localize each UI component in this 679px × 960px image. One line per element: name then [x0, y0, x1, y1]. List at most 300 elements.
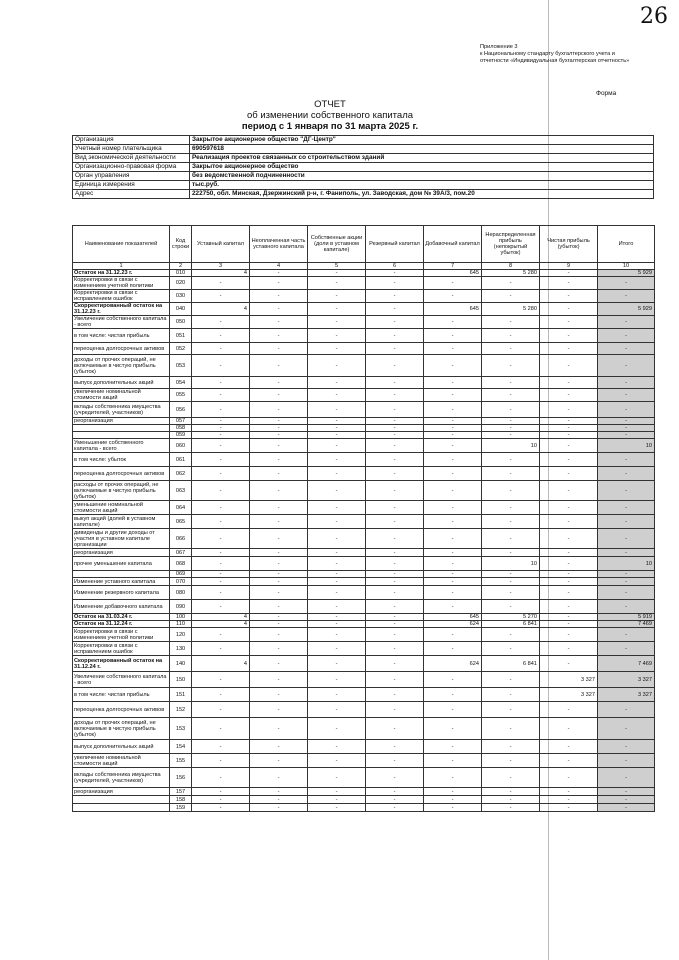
- table-row: [73, 600, 655, 614]
- row-value: -: [192, 642, 250, 656]
- row-value: -: [482, 329, 540, 343]
- row-code: 157: [170, 788, 192, 796]
- row-value: -: [598, 418, 655, 425]
- row-name: переоценка долгосрочных активов: [73, 467, 170, 481]
- row-value: -: [192, 402, 250, 418]
- row-value: -: [250, 439, 308, 453]
- column-header: Код строки: [170, 226, 192, 263]
- row-value: -: [540, 549, 598, 557]
- row-code: 058: [170, 425, 192, 432]
- column-header: Резервный капитал: [366, 226, 424, 263]
- row-value: -: [424, 549, 482, 557]
- info-row: [73, 181, 654, 190]
- row-value: -: [250, 355, 308, 377]
- row-name: переоценка долгосрочных активов: [73, 343, 170, 355]
- row-code: 064: [170, 501, 192, 515]
- row-name: увеличение номинальной стоимости акций: [73, 389, 170, 402]
- column-index: 5: [308, 263, 366, 270]
- row-value: -: [598, 501, 655, 515]
- table-row: [73, 290, 655, 303]
- column-index: 9: [540, 263, 598, 270]
- title-line-2: об изменении собственного капитала: [246, 110, 414, 121]
- row-value: -: [250, 614, 308, 621]
- row-value: -: [366, 316, 424, 329]
- row-value: -: [482, 277, 540, 290]
- row-value: -: [308, 439, 366, 453]
- row-value: 624: [424, 621, 482, 628]
- row-value: -: [308, 432, 366, 439]
- row-value: -: [366, 656, 424, 672]
- info-row: [73, 154, 654, 163]
- row-value: -: [540, 702, 598, 718]
- row-value: -: [540, 642, 598, 656]
- row-value: -: [482, 418, 540, 425]
- row-value: 7 469: [598, 656, 655, 672]
- row-value: -: [482, 377, 540, 389]
- row-value: -: [192, 628, 250, 642]
- table-row: [73, 549, 655, 557]
- row-code: 068: [170, 557, 192, 571]
- row-value: -: [598, 549, 655, 557]
- row-value: -: [482, 316, 540, 329]
- row-value: -: [424, 804, 482, 812]
- row-value: -: [598, 586, 655, 600]
- row-value: -: [482, 740, 540, 754]
- row-value: -: [366, 621, 424, 628]
- row-value: -: [482, 481, 540, 501]
- table-row: [73, 768, 655, 788]
- row-value: 3 327: [598, 688, 655, 702]
- row-value: -: [250, 425, 308, 432]
- info-label: Вид экономической деятельности: [73, 154, 190, 163]
- column-index: 2: [170, 263, 192, 270]
- row-value: -: [366, 402, 424, 418]
- row-value: -: [598, 432, 655, 439]
- table-row: [73, 702, 655, 718]
- row-value: -: [482, 586, 540, 600]
- row-value: -: [540, 316, 598, 329]
- row-value: -: [482, 788, 540, 796]
- row-value: -: [308, 277, 366, 290]
- column-header: Неоплаченная часть уставного капитала: [250, 226, 308, 263]
- row-value: 3 327: [540, 688, 598, 702]
- info-row: [73, 172, 654, 181]
- row-value: -: [424, 740, 482, 754]
- row-value: -: [598, 529, 655, 549]
- table-row: [73, 788, 655, 796]
- table-row: [73, 425, 655, 432]
- row-value: -: [482, 467, 540, 481]
- row-value: -: [482, 515, 540, 529]
- row-value: -: [250, 515, 308, 529]
- row-value: -: [308, 804, 366, 812]
- row-value: -: [250, 656, 308, 672]
- row-value: -: [540, 355, 598, 377]
- column-header: Добавочный капитал: [424, 226, 482, 263]
- row-value: -: [424, 439, 482, 453]
- row-value: -: [366, 377, 424, 389]
- row-value: -: [308, 768, 366, 788]
- row-value: -: [192, 688, 250, 702]
- appendix-line: к Национальному стандарту бухгалтерского учета и: [480, 51, 615, 57]
- info-label: Орган управления: [73, 172, 190, 181]
- appendix-note: [480, 44, 629, 65]
- row-value: -: [540, 303, 598, 316]
- row-value: -: [424, 453, 482, 467]
- row-value: -: [540, 377, 598, 389]
- row-code: 057: [170, 418, 192, 425]
- row-value: -: [308, 702, 366, 718]
- row-value: -: [250, 571, 308, 578]
- table-row: [73, 481, 655, 501]
- table-row: [73, 672, 655, 688]
- row-value: -: [308, 501, 366, 515]
- row-value: -: [308, 549, 366, 557]
- info-value: 690597618: [190, 145, 654, 154]
- row-value: -: [424, 529, 482, 549]
- row-value: -: [192, 439, 250, 453]
- row-value: -: [540, 586, 598, 600]
- row-code: 063: [170, 481, 192, 501]
- row-value: -: [250, 529, 308, 549]
- row-value: -: [366, 453, 424, 467]
- row-value: -: [424, 329, 482, 343]
- row-name: вклады собственника имущества (учредителей, участников): [73, 768, 170, 788]
- row-value: 4: [192, 270, 250, 277]
- table-row: [73, 439, 655, 453]
- row-value: -: [598, 453, 655, 467]
- row-value: -: [366, 515, 424, 529]
- row-value: -: [366, 549, 424, 557]
- row-value: -: [424, 768, 482, 788]
- row-value: 10: [482, 557, 540, 571]
- row-value: -: [366, 355, 424, 377]
- row-value: -: [540, 329, 598, 343]
- row-value: 645: [424, 270, 482, 277]
- row-value: -: [540, 439, 598, 453]
- row-value: -: [308, 557, 366, 571]
- row-value: -: [192, 515, 250, 529]
- row-value: -: [250, 290, 308, 303]
- row-value: -: [540, 290, 598, 303]
- row-value: -: [250, 796, 308, 804]
- table-row: [73, 467, 655, 481]
- info-label: Адрес: [73, 190, 190, 199]
- row-code: 054: [170, 377, 192, 389]
- column-header: Нераспределенная прибыль (непокрытый убыток): [482, 226, 540, 263]
- row-value: -: [424, 481, 482, 501]
- row-value: -: [366, 481, 424, 501]
- row-value: -: [598, 425, 655, 432]
- row-code: 120: [170, 628, 192, 642]
- row-name: Скорректированный остаток на 31.12.23 г.: [73, 303, 170, 316]
- row-value: -: [192, 316, 250, 329]
- row-code: 020: [170, 277, 192, 290]
- row-value: -: [308, 389, 366, 402]
- row-value: -: [308, 600, 366, 614]
- row-value: 6 841: [482, 656, 540, 672]
- row-value: -: [250, 402, 308, 418]
- info-label: Организационно-правовая форма: [73, 163, 190, 172]
- row-value: -: [192, 578, 250, 586]
- row-value: -: [192, 290, 250, 303]
- row-value: -: [192, 557, 250, 571]
- row-value: -: [192, 768, 250, 788]
- row-value: -: [598, 754, 655, 768]
- row-value: -: [424, 515, 482, 529]
- row-name: доходы от прочих операций, не включаемые в чистую прибыль (убыток): [73, 718, 170, 740]
- row-code: 155: [170, 754, 192, 768]
- row-value: -: [366, 571, 424, 578]
- row-value: -: [250, 754, 308, 768]
- row-value: -: [192, 529, 250, 549]
- row-name: дивиденды и другие доходы от участия в уставном капитале организации: [73, 529, 170, 549]
- row-name: увеличение номинальной стоимости акций: [73, 754, 170, 768]
- row-value: -: [598, 467, 655, 481]
- title-line-1: ОТЧЕТ: [314, 99, 346, 110]
- row-code: 062: [170, 467, 192, 481]
- row-value: -: [250, 702, 308, 718]
- row-name: Изменение добавочного капитала: [73, 600, 170, 614]
- row-value: -: [424, 688, 482, 702]
- row-value: -: [192, 672, 250, 688]
- table-row: [73, 432, 655, 439]
- row-value: -: [192, 329, 250, 343]
- row-code: 069: [170, 571, 192, 578]
- info-label: Организация: [73, 136, 190, 145]
- row-value: -: [308, 453, 366, 467]
- table-row: [73, 740, 655, 754]
- table-row: [73, 804, 655, 812]
- row-value: -: [540, 740, 598, 754]
- row-value: 7 469: [598, 621, 655, 628]
- row-name: реорганизация: [73, 418, 170, 425]
- row-value: -: [308, 402, 366, 418]
- row-value: -: [424, 672, 482, 688]
- table-row: [73, 614, 655, 621]
- row-code: 070: [170, 578, 192, 586]
- row-value: 5 280: [482, 270, 540, 277]
- row-value: -: [192, 481, 250, 501]
- row-value: -: [482, 804, 540, 812]
- row-value: -: [482, 672, 540, 688]
- row-value: -: [192, 432, 250, 439]
- row-code: 010: [170, 270, 192, 277]
- row-code: 059: [170, 432, 192, 439]
- column-index: 10: [598, 263, 655, 270]
- row-value: -: [192, 453, 250, 467]
- row-value: 5 929: [598, 303, 655, 316]
- row-value: -: [598, 343, 655, 355]
- row-value: -: [482, 343, 540, 355]
- table-row: [73, 270, 655, 277]
- row-value: -: [598, 600, 655, 614]
- equity-changes-table: [72, 225, 655, 812]
- row-value: -: [308, 796, 366, 804]
- row-value: -: [598, 788, 655, 796]
- row-name: Корректировки в связи с исправлением ошибок: [73, 642, 170, 656]
- row-value: -: [598, 402, 655, 418]
- row-value: -: [308, 303, 366, 316]
- table-row: [73, 402, 655, 418]
- row-name: прочее уменьшение капитала: [73, 557, 170, 571]
- row-value: -: [308, 290, 366, 303]
- row-value: -: [366, 788, 424, 796]
- row-code: 080: [170, 586, 192, 600]
- row-value: -: [366, 389, 424, 402]
- row-value: -: [250, 578, 308, 586]
- row-value: -: [308, 688, 366, 702]
- row-name: Корректировки в связи с изменением учетной политики: [73, 628, 170, 642]
- row-value: -: [250, 316, 308, 329]
- row-value: -: [366, 740, 424, 754]
- row-value: -: [308, 329, 366, 343]
- row-value: -: [598, 718, 655, 740]
- row-name: [73, 796, 170, 804]
- organization-info-table: [72, 135, 654, 199]
- row-value: -: [308, 571, 366, 578]
- page-number: 26: [640, 4, 668, 29]
- row-value: -: [598, 571, 655, 578]
- table-row: [73, 571, 655, 578]
- row-value: -: [192, 549, 250, 557]
- row-value: -: [366, 578, 424, 586]
- row-value: -: [308, 628, 366, 642]
- row-value: 6 841: [482, 621, 540, 628]
- row-value: -: [250, 329, 308, 343]
- report-title: [200, 99, 460, 132]
- row-value: 5 919: [598, 614, 655, 621]
- table-row: [73, 578, 655, 586]
- row-name: переоценка долгосрочных активов: [73, 702, 170, 718]
- row-value: -: [366, 501, 424, 515]
- row-code: 061: [170, 453, 192, 467]
- row-value: -: [192, 571, 250, 578]
- row-value: -: [366, 418, 424, 425]
- row-name: выпуск дополнительных акций: [73, 377, 170, 389]
- row-value: -: [540, 796, 598, 804]
- row-value: -: [366, 804, 424, 812]
- row-code: 067: [170, 549, 192, 557]
- row-name: в том числе: чистая прибыль: [73, 688, 170, 702]
- table-row: [73, 656, 655, 672]
- table-row: [73, 303, 655, 316]
- table-row: [73, 754, 655, 768]
- row-code: 100: [170, 614, 192, 621]
- row-value: -: [192, 389, 250, 402]
- row-value: -: [540, 501, 598, 515]
- row-code: 151: [170, 688, 192, 702]
- row-value: -: [424, 425, 482, 432]
- form-label: Форма: [596, 90, 617, 97]
- row-value: -: [482, 754, 540, 768]
- row-value: -: [540, 754, 598, 768]
- row-code: 156: [170, 768, 192, 788]
- row-value: 4: [192, 656, 250, 672]
- row-value: -: [250, 389, 308, 402]
- row-value: -: [424, 343, 482, 355]
- row-value: -: [250, 377, 308, 389]
- row-value: -: [540, 270, 598, 277]
- row-value: -: [250, 467, 308, 481]
- row-value: -: [424, 316, 482, 329]
- row-value: -: [482, 642, 540, 656]
- table-row: [73, 418, 655, 425]
- row-value: 645: [424, 614, 482, 621]
- row-value: -: [366, 439, 424, 453]
- row-value: -: [250, 277, 308, 290]
- row-value: 5 270: [482, 614, 540, 621]
- row-value: -: [308, 377, 366, 389]
- row-value: -: [482, 389, 540, 402]
- row-value: -: [308, 740, 366, 754]
- row-name: [73, 425, 170, 432]
- info-value: Закрытое акционерное общество: [190, 163, 654, 172]
- row-name: реорганизация: [73, 549, 170, 557]
- row-value: -: [250, 557, 308, 571]
- table-row: [73, 557, 655, 571]
- row-value: -: [598, 389, 655, 402]
- row-value: -: [424, 642, 482, 656]
- row-value: -: [250, 718, 308, 740]
- row-value: -: [308, 481, 366, 501]
- row-value: -: [250, 628, 308, 642]
- row-name: в том числе: чистая прибыль: [73, 329, 170, 343]
- row-value: -: [192, 418, 250, 425]
- table-row: [73, 529, 655, 549]
- row-value: -: [192, 501, 250, 515]
- row-value: -: [308, 343, 366, 355]
- row-name: выкуп акций (долей в уставном капитале): [73, 515, 170, 529]
- row-value: -: [482, 578, 540, 586]
- row-value: -: [482, 432, 540, 439]
- row-value: -: [250, 688, 308, 702]
- row-value: -: [424, 578, 482, 586]
- row-code: 055: [170, 389, 192, 402]
- table-row: [73, 796, 655, 804]
- row-name: [73, 804, 170, 812]
- row-value: -: [540, 621, 598, 628]
- row-name: Корректировки в связи с изменением учетной политики: [73, 277, 170, 290]
- row-value: -: [308, 586, 366, 600]
- row-value: -: [424, 796, 482, 804]
- table-row: [73, 642, 655, 656]
- row-value: -: [308, 467, 366, 481]
- row-value: -: [366, 557, 424, 571]
- row-value: -: [366, 329, 424, 343]
- row-code: 159: [170, 804, 192, 812]
- row-value: -: [308, 642, 366, 656]
- row-code: 153: [170, 718, 192, 740]
- row-value: -: [482, 402, 540, 418]
- row-value: -: [192, 467, 250, 481]
- row-value: -: [250, 453, 308, 467]
- row-value: 10: [598, 557, 655, 571]
- row-value: -: [250, 642, 308, 656]
- row-value: -: [598, 804, 655, 812]
- row-name: в том числе: убыток: [73, 453, 170, 467]
- row-code: 130: [170, 642, 192, 656]
- row-value: -: [192, 277, 250, 290]
- row-value: -: [366, 628, 424, 642]
- row-code: 030: [170, 290, 192, 303]
- row-name: вклады собственника имущества (учредителей, участников): [73, 402, 170, 418]
- row-value: -: [366, 600, 424, 614]
- info-value: тыс.руб.: [190, 181, 654, 190]
- row-value: 645: [424, 303, 482, 316]
- row-value: -: [540, 718, 598, 740]
- column-header: Итого: [598, 226, 655, 263]
